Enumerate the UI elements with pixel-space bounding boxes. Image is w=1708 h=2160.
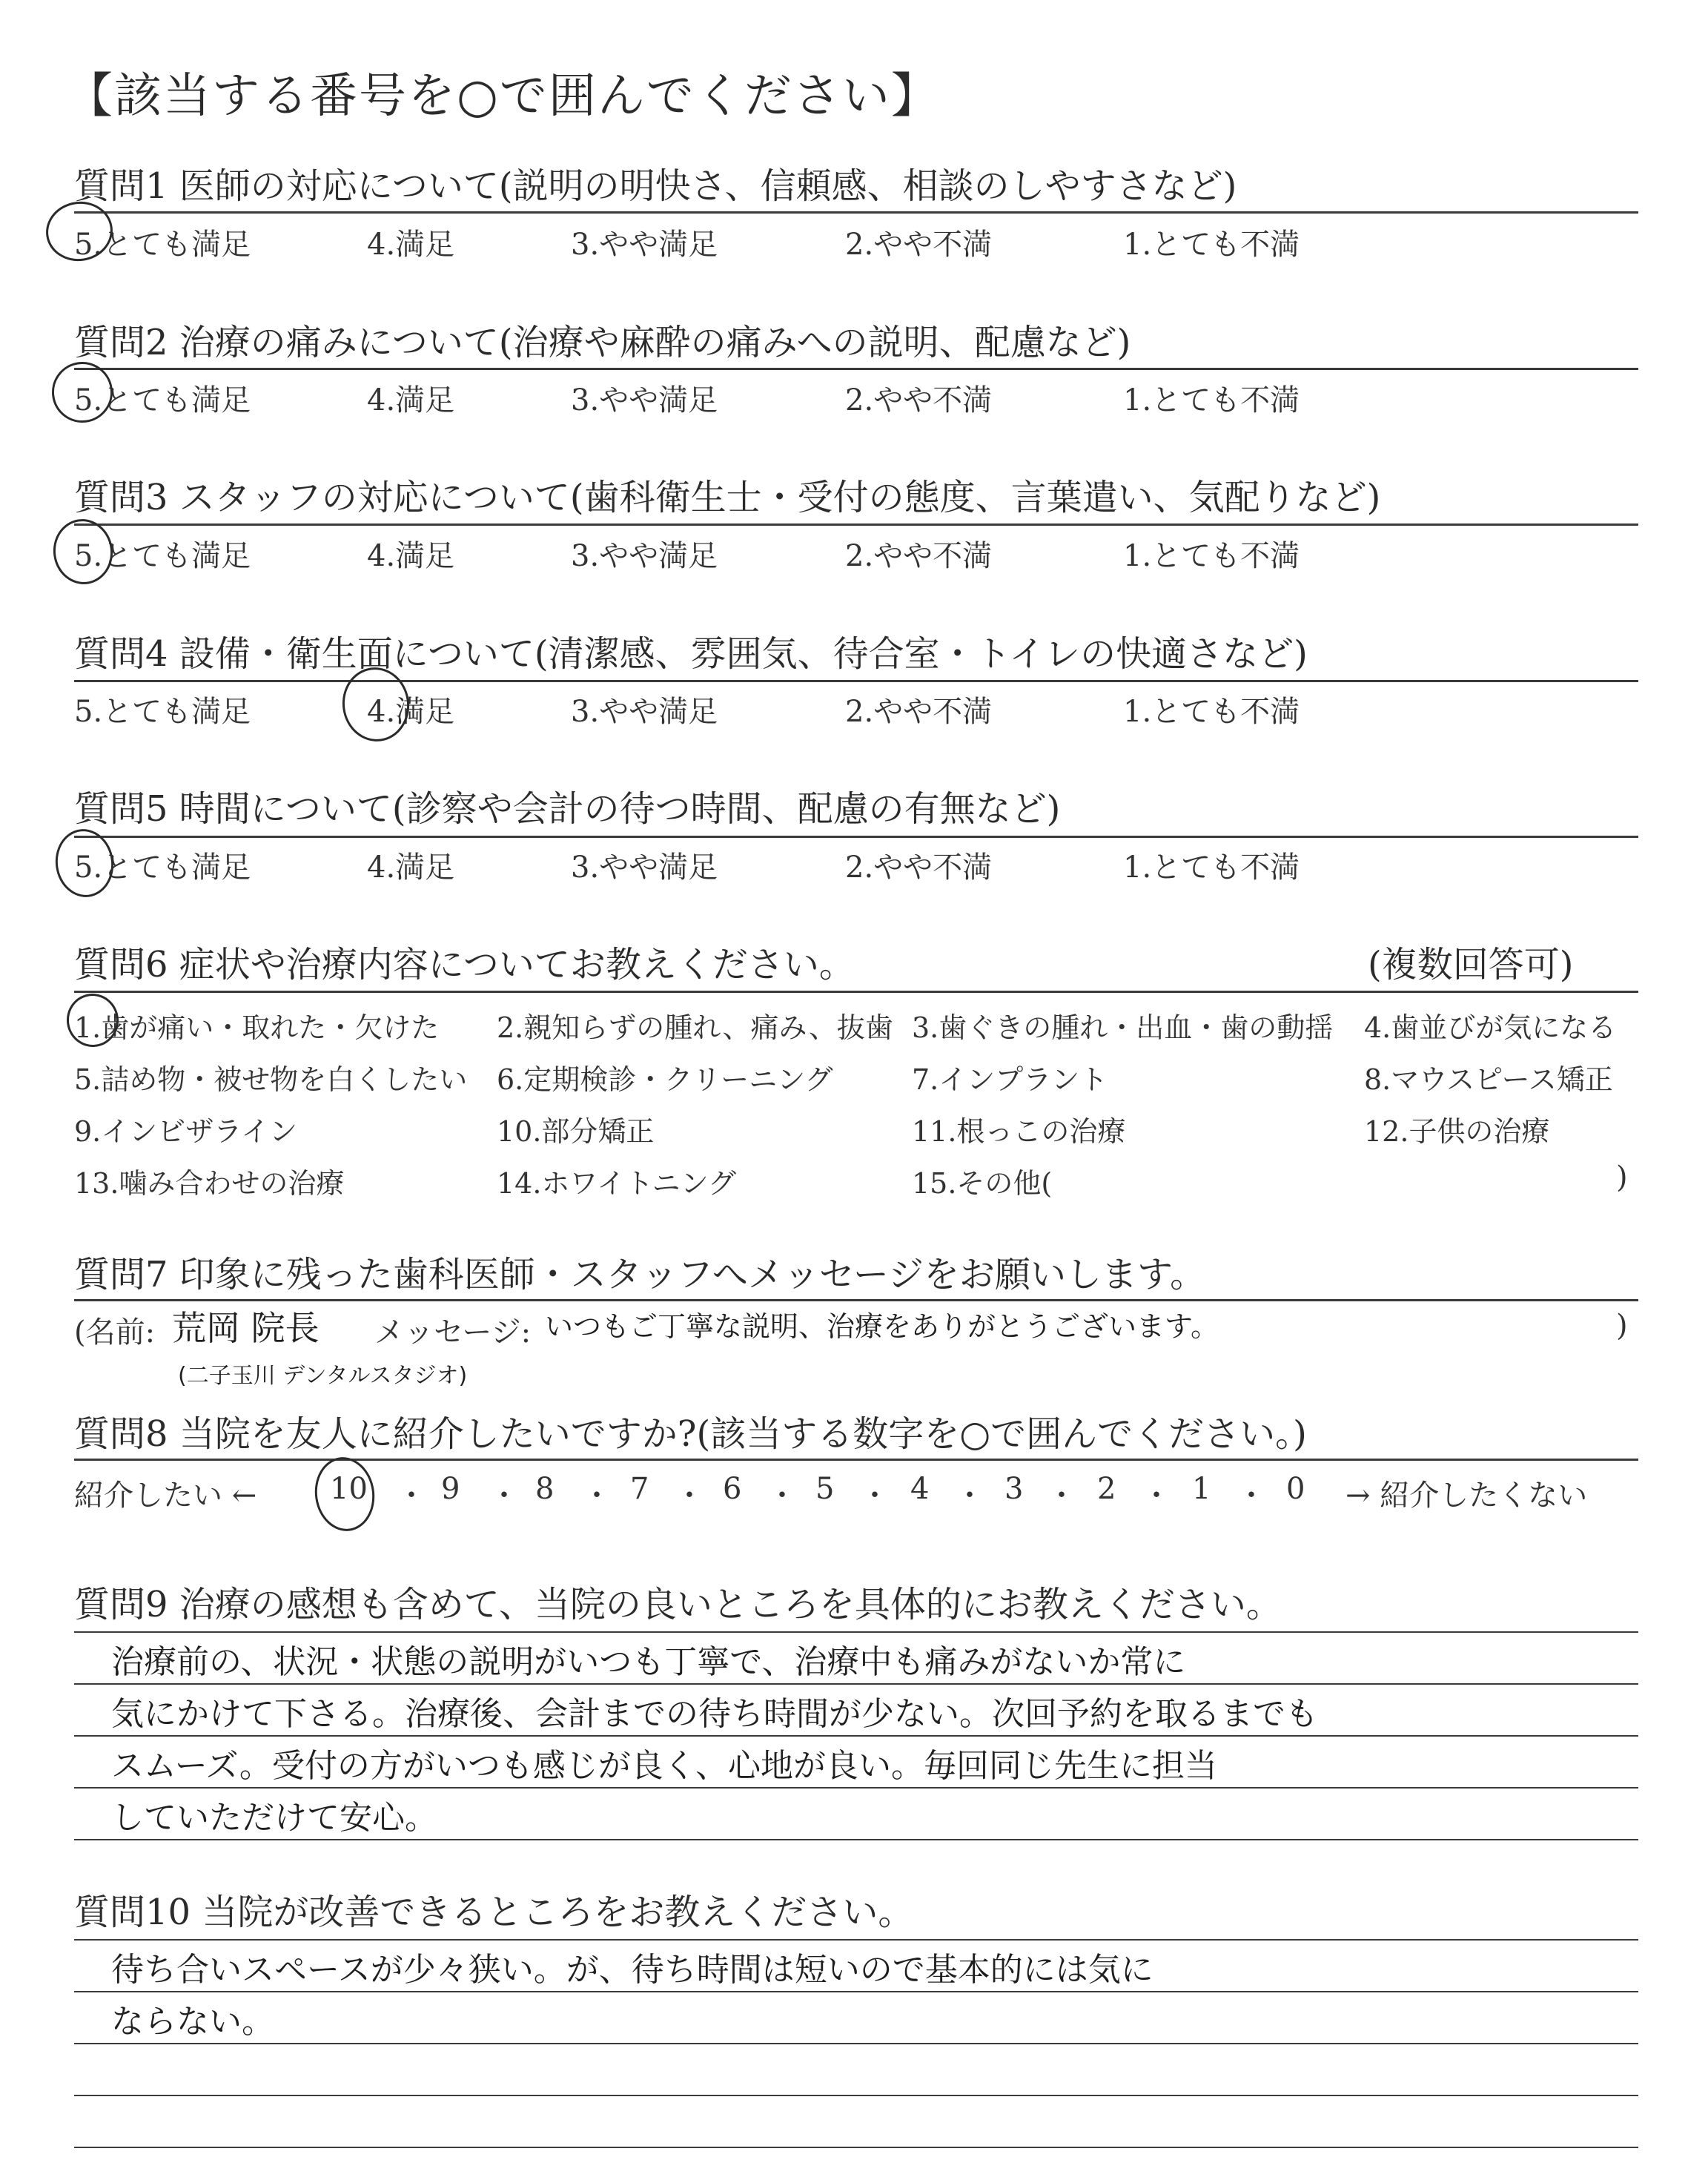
- question-7-label: 質問7 印象に残った歯科医師・スタッフへメッセージをお願いします。: [74, 1254, 1206, 1295]
- question-2-rule: [74, 368, 1638, 370]
- q10-answer-line-2[interactable]: ならない。: [111, 2003, 274, 2041]
- q6-option-6[interactable]: 6.定期検診・クリーニング: [497, 1063, 833, 1096]
- q6-option-7[interactable]: 7.インプラント: [912, 1063, 1108, 1096]
- q8-scale-3[interactable]: 3: [1004, 1472, 1024, 1506]
- q8-selection-circle: [310, 1453, 379, 1535]
- q8-scale-2[interactable]: 2: [1097, 1472, 1116, 1506]
- q2-option-5[interactable]: 5.とても満足: [74, 383, 251, 417]
- q9-line: [74, 1839, 1638, 1840]
- question-6-note: (複数回答可): [1368, 944, 1574, 985]
- q6-option-14[interactable]: 14.ホワイトニング: [497, 1167, 737, 1200]
- q8-scale-6[interactable]: 6: [723, 1472, 742, 1506]
- q5-option-5[interactable]: 5.とても満足: [74, 851, 251, 885]
- q8-dot: ・: [675, 1479, 704, 1513]
- q9-answer-line-1[interactable]: 治療前の、状況・状態の説明がいつも丁寧で、治療中も痛みがないか常に: [111, 1643, 1186, 1681]
- q6-option-13[interactable]: 13.噛み合わせの治療: [74, 1167, 345, 1200]
- question-1-label: 質問1 医師の対応について(説明の明快さ、信頼感、相談のしやすさなど): [74, 165, 1237, 207]
- q8-scale-7[interactable]: 7: [630, 1472, 649, 1506]
- question-8-rule: [74, 1459, 1638, 1461]
- q4-option-5[interactable]: 5.とても満足: [74, 695, 251, 729]
- q8-scale-4[interactable]: 4: [910, 1472, 930, 1506]
- question-8-label: 質問8 当院を友人に紹介したいですか?(該当する数字を○で囲んでください。): [74, 1413, 1307, 1455]
- q8-scale-0[interactable]: 0: [1286, 1472, 1305, 1506]
- q8-dot: ・: [397, 1479, 426, 1513]
- question-3-label: 質問3 スタッフの対応について(歯科衛生士・受付の態度、言葉遣い、気配りなど): [74, 477, 1381, 518]
- q10-line: [74, 1991, 1638, 1992]
- question-2-label: 質問2 治療の痛みについて(治療や麻酔の痛みへの説明、配慮など): [74, 322, 1131, 363]
- q6-option-1[interactable]: 1.歯が痛い・取れた・欠けた: [74, 1011, 440, 1044]
- q8-scale-10[interactable]: 10: [330, 1472, 368, 1506]
- q9-line: [74, 1631, 1638, 1633]
- q6-option-4[interactable]: 4.歯並びが気になる: [1364, 1011, 1617, 1044]
- q6-option-10[interactable]: 10.部分矯正: [497, 1115, 655, 1148]
- q6-option-15[interactable]: 15.その他(: [912, 1167, 1053, 1200]
- question-6-rule: [74, 991, 1638, 993]
- page-title: 【該当する番号を○で囲んでください】: [65, 69, 940, 124]
- q5-option-3[interactable]: 3.やや満足: [571, 851, 718, 885]
- q3-option-2[interactable]: 2.やや不満: [845, 539, 993, 573]
- q8-dot: ・: [955, 1479, 984, 1513]
- q3-selection-circle: [49, 515, 116, 588]
- q1-option-4[interactable]: 4.満足: [367, 228, 455, 262]
- q8-scale-8[interactable]: 8: [535, 1472, 555, 1506]
- q8-dot: ・: [489, 1479, 519, 1513]
- q3-option-3[interactable]: 3.やや満足: [571, 539, 718, 573]
- q7-name-value[interactable]: 荒岡 院長: [172, 1308, 320, 1348]
- q2-option-4[interactable]: 4.満足: [367, 383, 455, 417]
- q5-option-2[interactable]: 2.やや不満: [845, 851, 993, 885]
- q4-option-4[interactable]: 4.満足: [367, 695, 455, 729]
- q8-dot: ・: [1142, 1479, 1171, 1513]
- q2-option-2[interactable]: 2.やや不満: [845, 383, 993, 417]
- q4-option-1[interactable]: 1.とても不満: [1123, 695, 1300, 729]
- q7-clinic-note: (二子玉川 デンタルスタジオ): [178, 1363, 468, 1389]
- q8-right-text: → 紹介したくない: [1345, 1479, 1588, 1513]
- q1-option-2[interactable]: 2.やや不満: [845, 228, 993, 262]
- q7-message-value[interactable]: いつもご丁寧な説明、治療をありがとうございます。: [545, 1310, 1219, 1343]
- q8-dot: ・: [860, 1479, 890, 1513]
- q9-answer-line-3[interactable]: スムーズ。受付の方がいつも感じが良く、心地が良い。毎回同じ先生に担当: [111, 1747, 1218, 1785]
- q10-line: [74, 1939, 1638, 1941]
- q2-option-3[interactable]: 3.やや満足: [571, 383, 718, 417]
- q8-dot: ・: [1237, 1479, 1266, 1513]
- q8-dot: ・: [767, 1479, 797, 1513]
- q2-option-1[interactable]: 1.とても不満: [1123, 383, 1300, 417]
- q1-option-5[interactable]: 5.とても満足: [74, 228, 251, 262]
- q3-option-4[interactable]: 4.満足: [367, 539, 455, 573]
- question-6-label: 質問6 症状や治療内容についてお教えください。: [74, 944, 855, 985]
- q4-option-3[interactable]: 3.やや満足: [571, 695, 718, 729]
- q6-option-11[interactable]: 11.根っこの治療: [912, 1115, 1126, 1148]
- q3-option-5[interactable]: 5.とても満足: [74, 539, 251, 573]
- q6-option-15-close: ): [1616, 1160, 1628, 1195]
- q7-message-prefix: メッセージ:: [374, 1315, 532, 1350]
- question-5-rule: [74, 836, 1638, 838]
- q4-option-2[interactable]: 2.やや不満: [845, 695, 993, 729]
- q10-line: [74, 2147, 1638, 2148]
- question-10-label: 質問10 当院が改善できるところをお教えください。: [74, 1892, 914, 1933]
- q5-option-4[interactable]: 4.満足: [367, 851, 455, 885]
- q8-left-text: 紹介したい ←: [74, 1479, 257, 1513]
- q10-answer-line-1[interactable]: 待ち合いスペースが少々狭い。が、待ち時間は短いので基本的には気に: [111, 1951, 1153, 1989]
- q7-close-paren: ): [1616, 1309, 1628, 1343]
- q3-option-1[interactable]: 1.とても不満: [1123, 539, 1300, 573]
- q6-option-3[interactable]: 3.歯ぐきの腫れ・出血・歯の動揺: [912, 1011, 1334, 1044]
- q8-scale-1[interactable]: 1: [1192, 1472, 1211, 1506]
- q9-line: [74, 1683, 1638, 1685]
- question-3-rule: [74, 524, 1638, 526]
- q1-option-3[interactable]: 3.やや満足: [571, 228, 718, 262]
- q10-line: [74, 2095, 1638, 2096]
- q9-line: [74, 1787, 1638, 1789]
- question-5-label: 質問5 時間について(診察や会計の待つ時間、配慮の有無など): [74, 788, 1061, 830]
- question-1-rule: [74, 211, 1638, 214]
- question-4-rule: [74, 680, 1638, 682]
- question-4-label: 質問4 設備・衛生面について(清潔感、雰囲気、待合室・トイレの快適さなど): [74, 633, 1308, 675]
- q6-option-2[interactable]: 2.親知らずの腫れ、痛み、抜歯: [497, 1011, 893, 1044]
- q8-dot: ・: [1047, 1479, 1076, 1513]
- q8-dot: ・: [582, 1479, 612, 1513]
- q9-line: [74, 1735, 1638, 1737]
- q6-option-9[interactable]: 9.インビザライン: [74, 1115, 298, 1148]
- q1-option-1[interactable]: 1.とても不満: [1123, 228, 1300, 262]
- q9-answer-line-4[interactable]: していただけて安心。: [111, 1799, 437, 1837]
- q9-answer-line-2[interactable]: 気にかけて下さる。治療後、会計までの待ち時間が少ない。次回予約を取るまでも: [111, 1695, 1318, 1733]
- q8-scale-9[interactable]: 9: [441, 1472, 460, 1506]
- q8-scale-5[interactable]: 5: [815, 1472, 835, 1506]
- q10-line: [74, 2043, 1638, 2044]
- q5-option-1[interactable]: 1.とても不満: [1123, 851, 1300, 885]
- q6-option-12[interactable]: 12.子供の治療: [1364, 1115, 1550, 1148]
- q6-option-8[interactable]: 8.マウスピース矯正: [1364, 1063, 1613, 1096]
- q6-option-5[interactable]: 5.詰め物・被せ物を白くしたい: [74, 1063, 468, 1096]
- question-9-label: 質問9 治療の感想も含めて、当院の良いところを具体的にお教えください。: [74, 1584, 1282, 1625]
- q7-name-prefix: (名前:: [74, 1315, 156, 1350]
